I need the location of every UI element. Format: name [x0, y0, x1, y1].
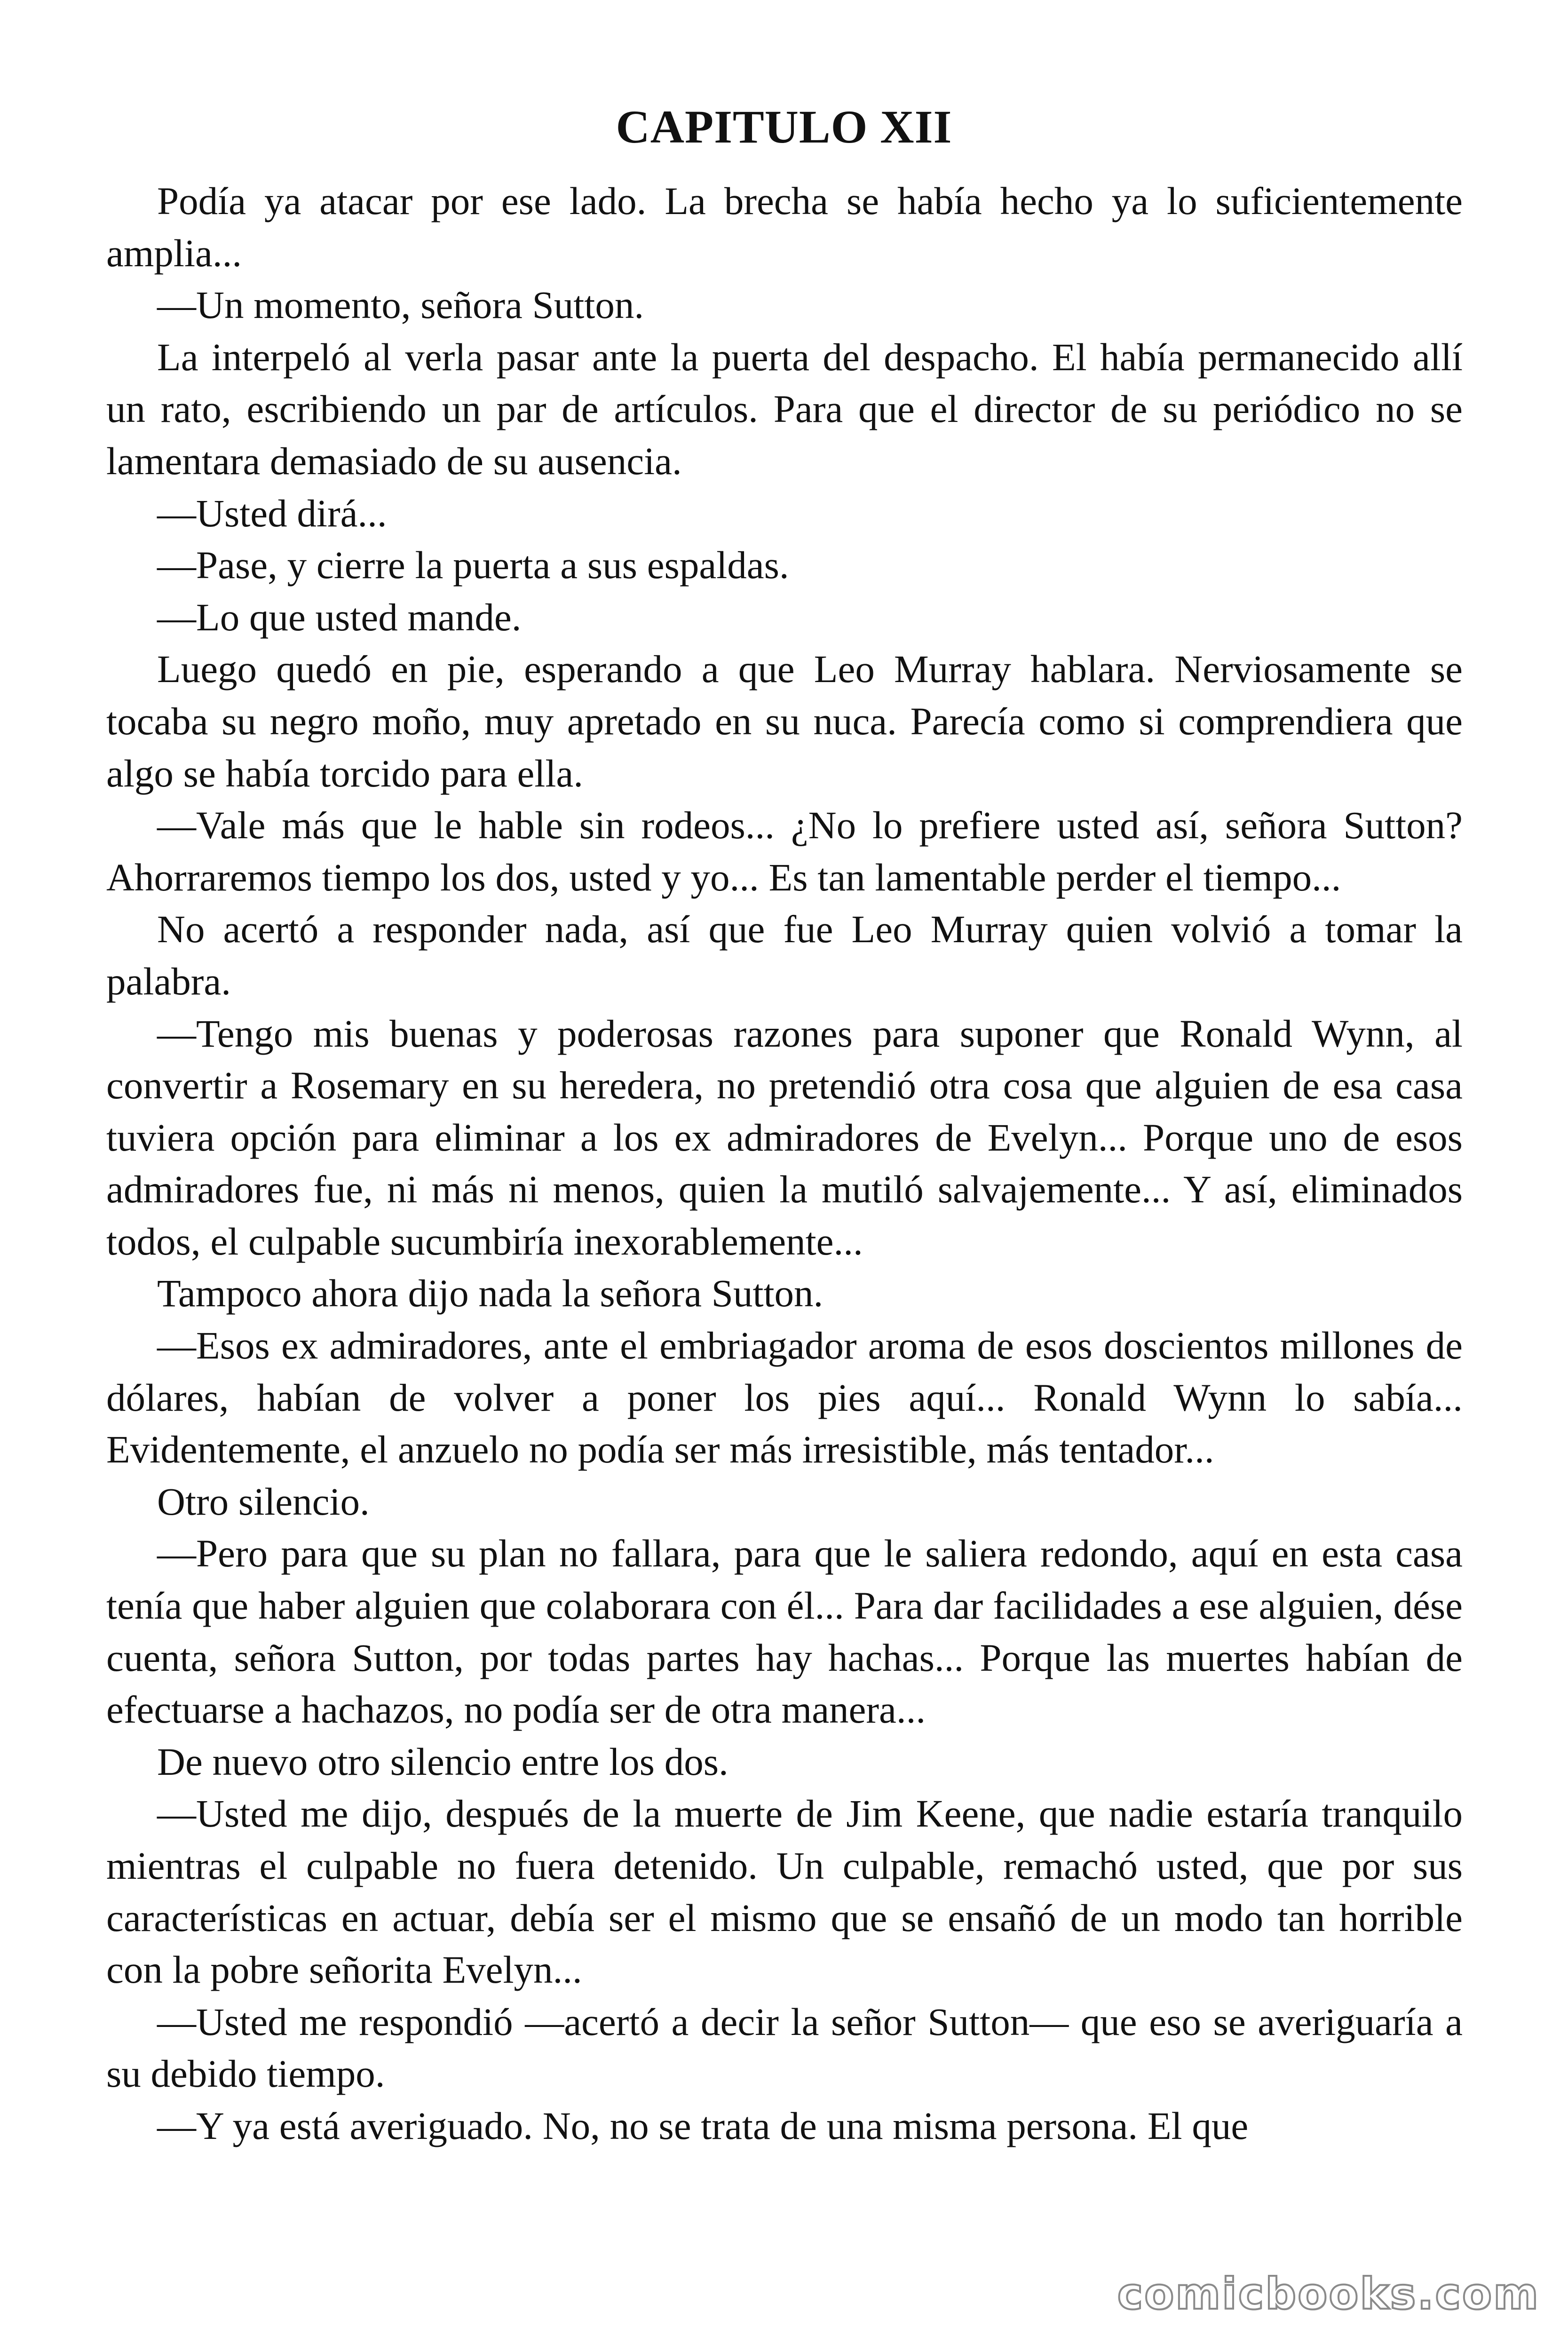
paragraph: —Usted me dijo, después de la muerte de Jim Keene, que nadie estaría tranquilo mientras el culpable no fuera detenido. Un culpable, remachó usted, que por sus características en actuar, debía ser el mismo que se ensañó de un modo tan horrible con la pobre señorita Evelyn... [106, 1792, 1463, 1992]
paragraph: De nuevo otro silencio entre los dos. [157, 1740, 729, 1783]
paragraph: —Usted me respondió —acertó a decir la señor Sutton— que eso se averiguaría a su debido tiempo. [106, 2000, 1463, 2096]
paragraph: —Y ya está averiguado. No, no se trata de una misma persona. El que [157, 2104, 1249, 2147]
chapter-title: CAPITULO XII [616, 101, 952, 153]
chapter-text [106, 175, 1463, 2301]
watermark: comicbooks.com [1117, 2269, 1540, 2319]
paragraph: No acertó a responder nada, así que fue Leo Murray quien volvió a tomar la palabra. [106, 907, 1463, 1003]
paragraph: —Esos ex admiradores, ante el embriagador aroma de esos doscientos millones de dólares, habían de volver a poner los pies aquí... Ronald Wynn lo sabía... Evidentemente, el anzuelo no podía ser más irresistible, más tentador... [106, 1324, 1463, 1471]
paragraph: —Pase, y cierre la puerta a sus espaldas. [157, 543, 789, 587]
paragraph: Podía ya atacar por ese lado. La brecha se había hecho ya lo suficientemente amplia... [106, 179, 1463, 275]
paragraph: —Lo que usted mande. [157, 595, 522, 639]
paragraph: —Vale más que le hable sin rodeos... ¿No lo prefiere usted así, señora Sutton? Ahorraremos tiempo los dos, usted y yo... Es tan lamentable perder el tiempo... [106, 803, 1463, 899]
paragraph: —Un momento, señora Sutton. [157, 283, 644, 327]
paragraph: —Usted dirá... [157, 491, 387, 535]
paragraph: Otro silencio. [157, 1479, 370, 1523]
paragraph: —Tengo mis buenas y poderosas razones para suponer que Ronald Wynn, al convertir a Rosemary en su heredera, no pretendió otra cosa que alguien de esa casa tuviera opción para eliminar a los ex admiradores de Evelyn... Porque uno de esos admiradores fue, ni más ni menos, quien la mutiló salvajemente... Y así, eliminados todos, el culpable sucumbiría inexorablemente... [106, 1011, 1463, 1263]
paragraph: Luego quedó en pie, esperando a que Leo Murray hablara. Nerviosamente se tocaba su negro moño, muy apretado en su nuca. Parecía como si comprendiera que algo se había torcido para ella. [106, 647, 1463, 795]
paragraph: Tampoco ahora dijo nada la señora Sutton. [157, 1271, 824, 1315]
paragraph: —Pero para que su plan no fallara, para que le saliera redondo, aquí en esta casa tenía que haber alguien que colaborara con él... Para dar facilidades a ese alguien, dése cuenta, señora Sutton, por todas partes hay hachas... Porque las muertes habían de efectuarse a hachazos, no podía ser de otra manera... [106, 1532, 1463, 1732]
paragraph: La interpeló al verla pasar ante la puerta del despacho. El había permanecido allí un rato, escribiendo un par de artículos. Para que el director de su periódico no se lamentara demasiado de su ausencia. [106, 335, 1463, 483]
